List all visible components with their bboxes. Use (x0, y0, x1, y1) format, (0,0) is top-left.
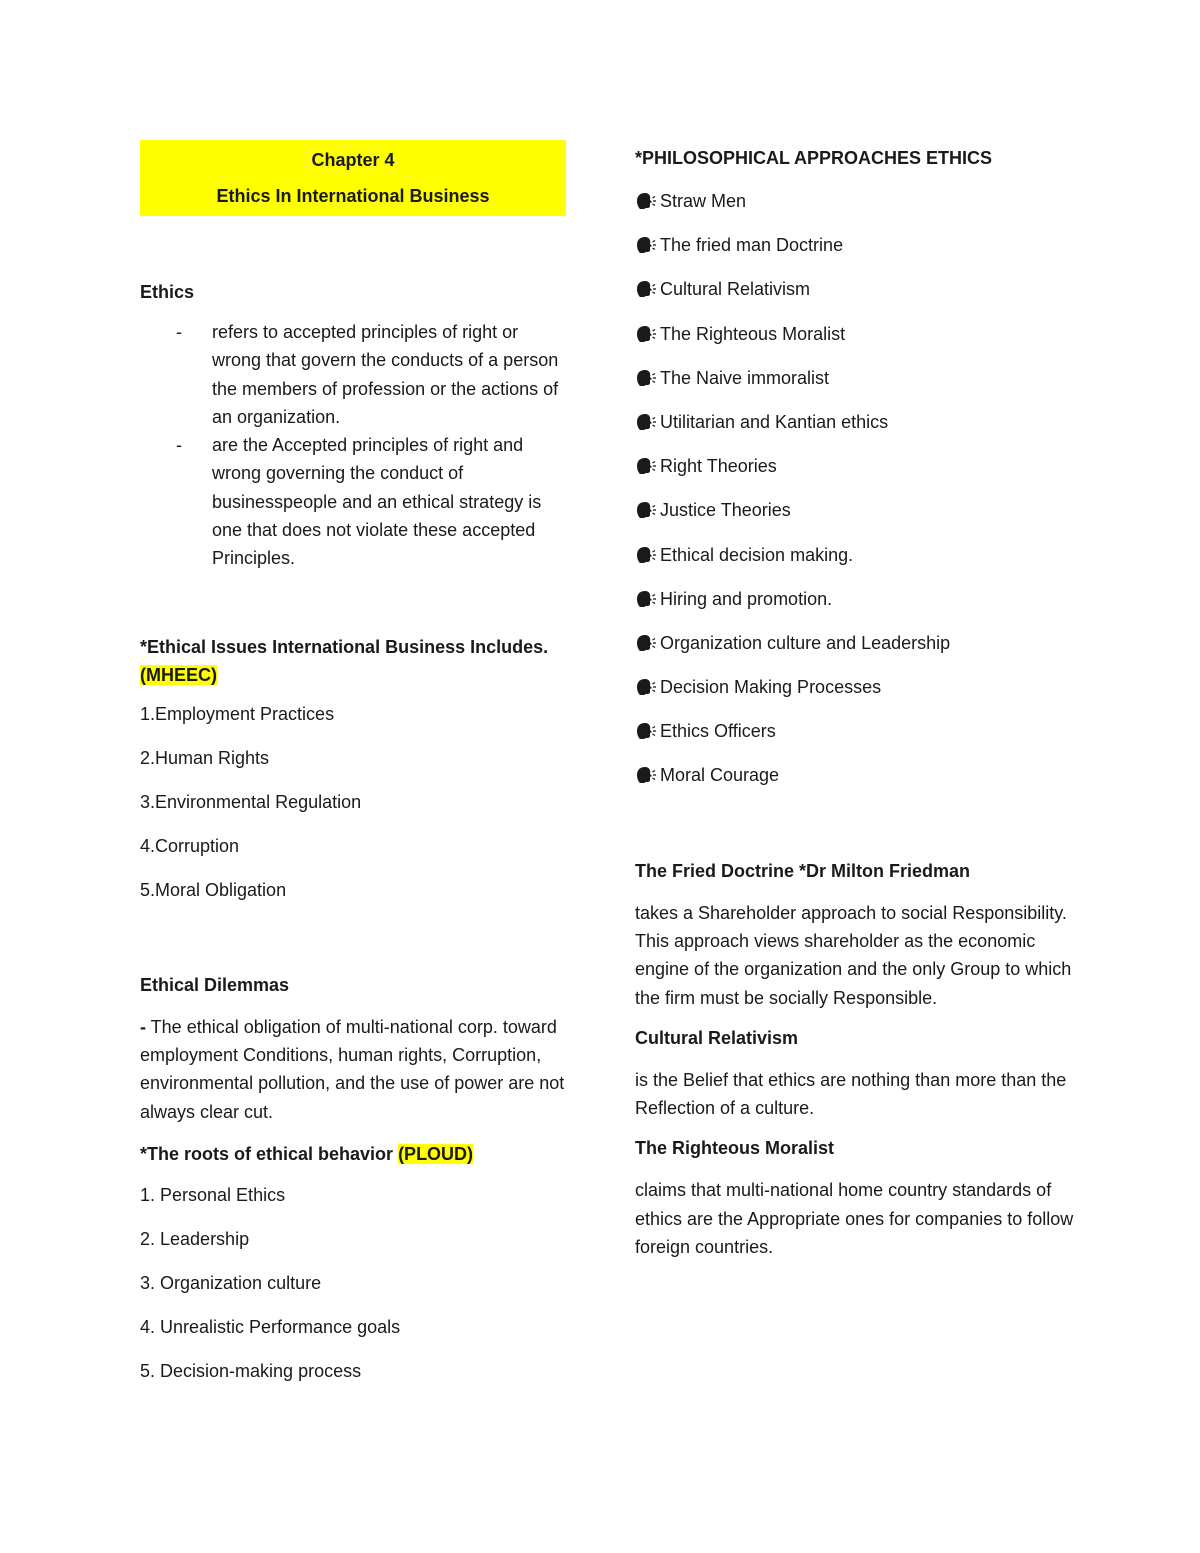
approach-label: The Naive immoralist (660, 367, 830, 388)
speaking-head-icon (635, 501, 657, 519)
approach-list-item (635, 764, 1075, 786)
list-item: 1.Employment Practices (140, 703, 335, 724)
approach-label: Cultural Relativism (660, 279, 811, 300)
speaking-head-icon (635, 634, 657, 652)
roots-list (140, 1184, 566, 1382)
list-item: 5. Decision-making process (140, 1360, 362, 1381)
approach-list-item (635, 499, 1075, 521)
ethics-definition-item: - refers to accepted principles of right or wrong that govern the conducts of a person the members of profession or the actions of an organization. (176, 322, 559, 427)
approach-label: Utilitarian and Kantian ethics (660, 411, 889, 432)
speaking-head-icon (635, 280, 657, 298)
speaking-head-icon (635, 546, 657, 564)
ethical-issues-heading: *Ethical Issues International Business Includes. (MHEEC) (140, 636, 549, 685)
list-item: 3. Organization culture (140, 1272, 322, 1293)
speaking-head-icon (635, 457, 657, 475)
speaking-head-icon (635, 722, 657, 740)
approach-label: Justice Theories (660, 500, 791, 521)
approach-label: The Righteous Moralist (660, 323, 846, 344)
approach-label: Straw Men (660, 191, 747, 211)
list-item: 1. Personal Ethics (140, 1184, 286, 1205)
approach-label: Ethics Officers (660, 721, 776, 742)
righteous-moralist-text: claims that multi-national home country standards of ethics are the Appropriate ones for companies to follow foreign countries. (635, 1180, 1074, 1257)
roots-heading: *The roots of ethical behavior (PLOUD) (140, 1143, 474, 1164)
approach-label: The fried man Doctrine (660, 235, 844, 256)
approach-list-item (635, 588, 1075, 610)
right-column (635, 140, 1075, 1261)
speaking-head-icon (635, 236, 657, 254)
list-item: 4. Unrealistic Performance goals (140, 1316, 401, 1337)
speaking-head-icon (635, 590, 657, 608)
speaking-head-icon (635, 369, 657, 387)
ethics-definition-item: - are the Accepted principles of right and wrong governing the conduct of businesspeople and an ethical strategy is one that does not violate these accepted Principles. (176, 435, 542, 569)
list-item: 2.Human Rights (140, 747, 270, 768)
chapter-title-box (140, 140, 566, 216)
ethical-dilemmas-text: - The ethical obligation of multi-national corp. toward employment Conditions, human rights, Corruption, environmental pollution, and the use of power are not always clear cut. (140, 1016, 565, 1122)
list-item: 5.Moral Obligation (140, 879, 287, 900)
approach-label: Moral Courage (660, 765, 780, 786)
speaking-head-icon (635, 325, 657, 343)
approach-list-item (635, 234, 1075, 256)
list-item: 2. Leadership (140, 1228, 250, 1249)
righteous-moralist-heading: The Righteous Moralist (635, 1138, 835, 1159)
ethics-heading: Ethics (140, 282, 195, 302)
approach-label: Right Theories (660, 456, 777, 477)
approach-list-item (635, 544, 1075, 566)
ploud-acronym: (PLOUD) (398, 1143, 474, 1164)
speaking-head-icon (635, 192, 657, 210)
list-item: 3.Environmental Regulation (140, 791, 362, 812)
philosophical-approaches-list (635, 190, 1075, 786)
cultural-relativism-text: is the Belief that ethics are nothing than more than the Reflection of a culture. (635, 1069, 1067, 1119)
cultural-relativism-heading: Cultural Relativism (635, 1027, 799, 1048)
approach-list-item (635, 632, 1075, 654)
approach-list-item (635, 720, 1075, 742)
approach-label: Decision Making Processes (660, 677, 882, 698)
approach-list-item (635, 455, 1075, 477)
approach-label: Organization culture and Leadership (660, 632, 951, 653)
approach-label: Ethical decision making. (660, 544, 854, 565)
fried-doctrine-heading: The Fried Doctrine *Dr Milton Friedman (635, 860, 971, 881)
mheec-acronym: (MHEEC) (140, 664, 217, 685)
approach-list-item (635, 278, 1075, 300)
speaking-head-icon (635, 766, 657, 784)
philosophical-approaches-heading: *PHILOSOPHICAL APPROACHES ETHICS (635, 148, 993, 168)
ethical-dilemmas-heading: Ethical Dilemmas (140, 974, 290, 995)
approach-list-item (635, 367, 1075, 389)
approach-list-item (635, 190, 1075, 212)
speaking-head-icon (635, 413, 657, 431)
approach-list-item (635, 323, 1075, 345)
fried-doctrine-text: takes a Shareholder approach to social Responsibility. This approach views shareholder as the economic engine of the organization and the only Group to which the firm must be socially Responsible. (635, 902, 1072, 1008)
approach-list-item (635, 411, 1075, 433)
speaking-head-icon (635, 678, 657, 696)
ethics-definition-list (140, 318, 566, 573)
list-item: 4.Corruption (140, 835, 240, 856)
chapter-number: Chapter 4 (311, 150, 395, 170)
approach-list-item (635, 676, 1075, 698)
approach-label: Hiring and promotion. (660, 588, 833, 609)
left-column (140, 140, 566, 1404)
ethical-issues-list (140, 703, 566, 901)
chapter-title: Ethics In International Business (216, 186, 490, 206)
